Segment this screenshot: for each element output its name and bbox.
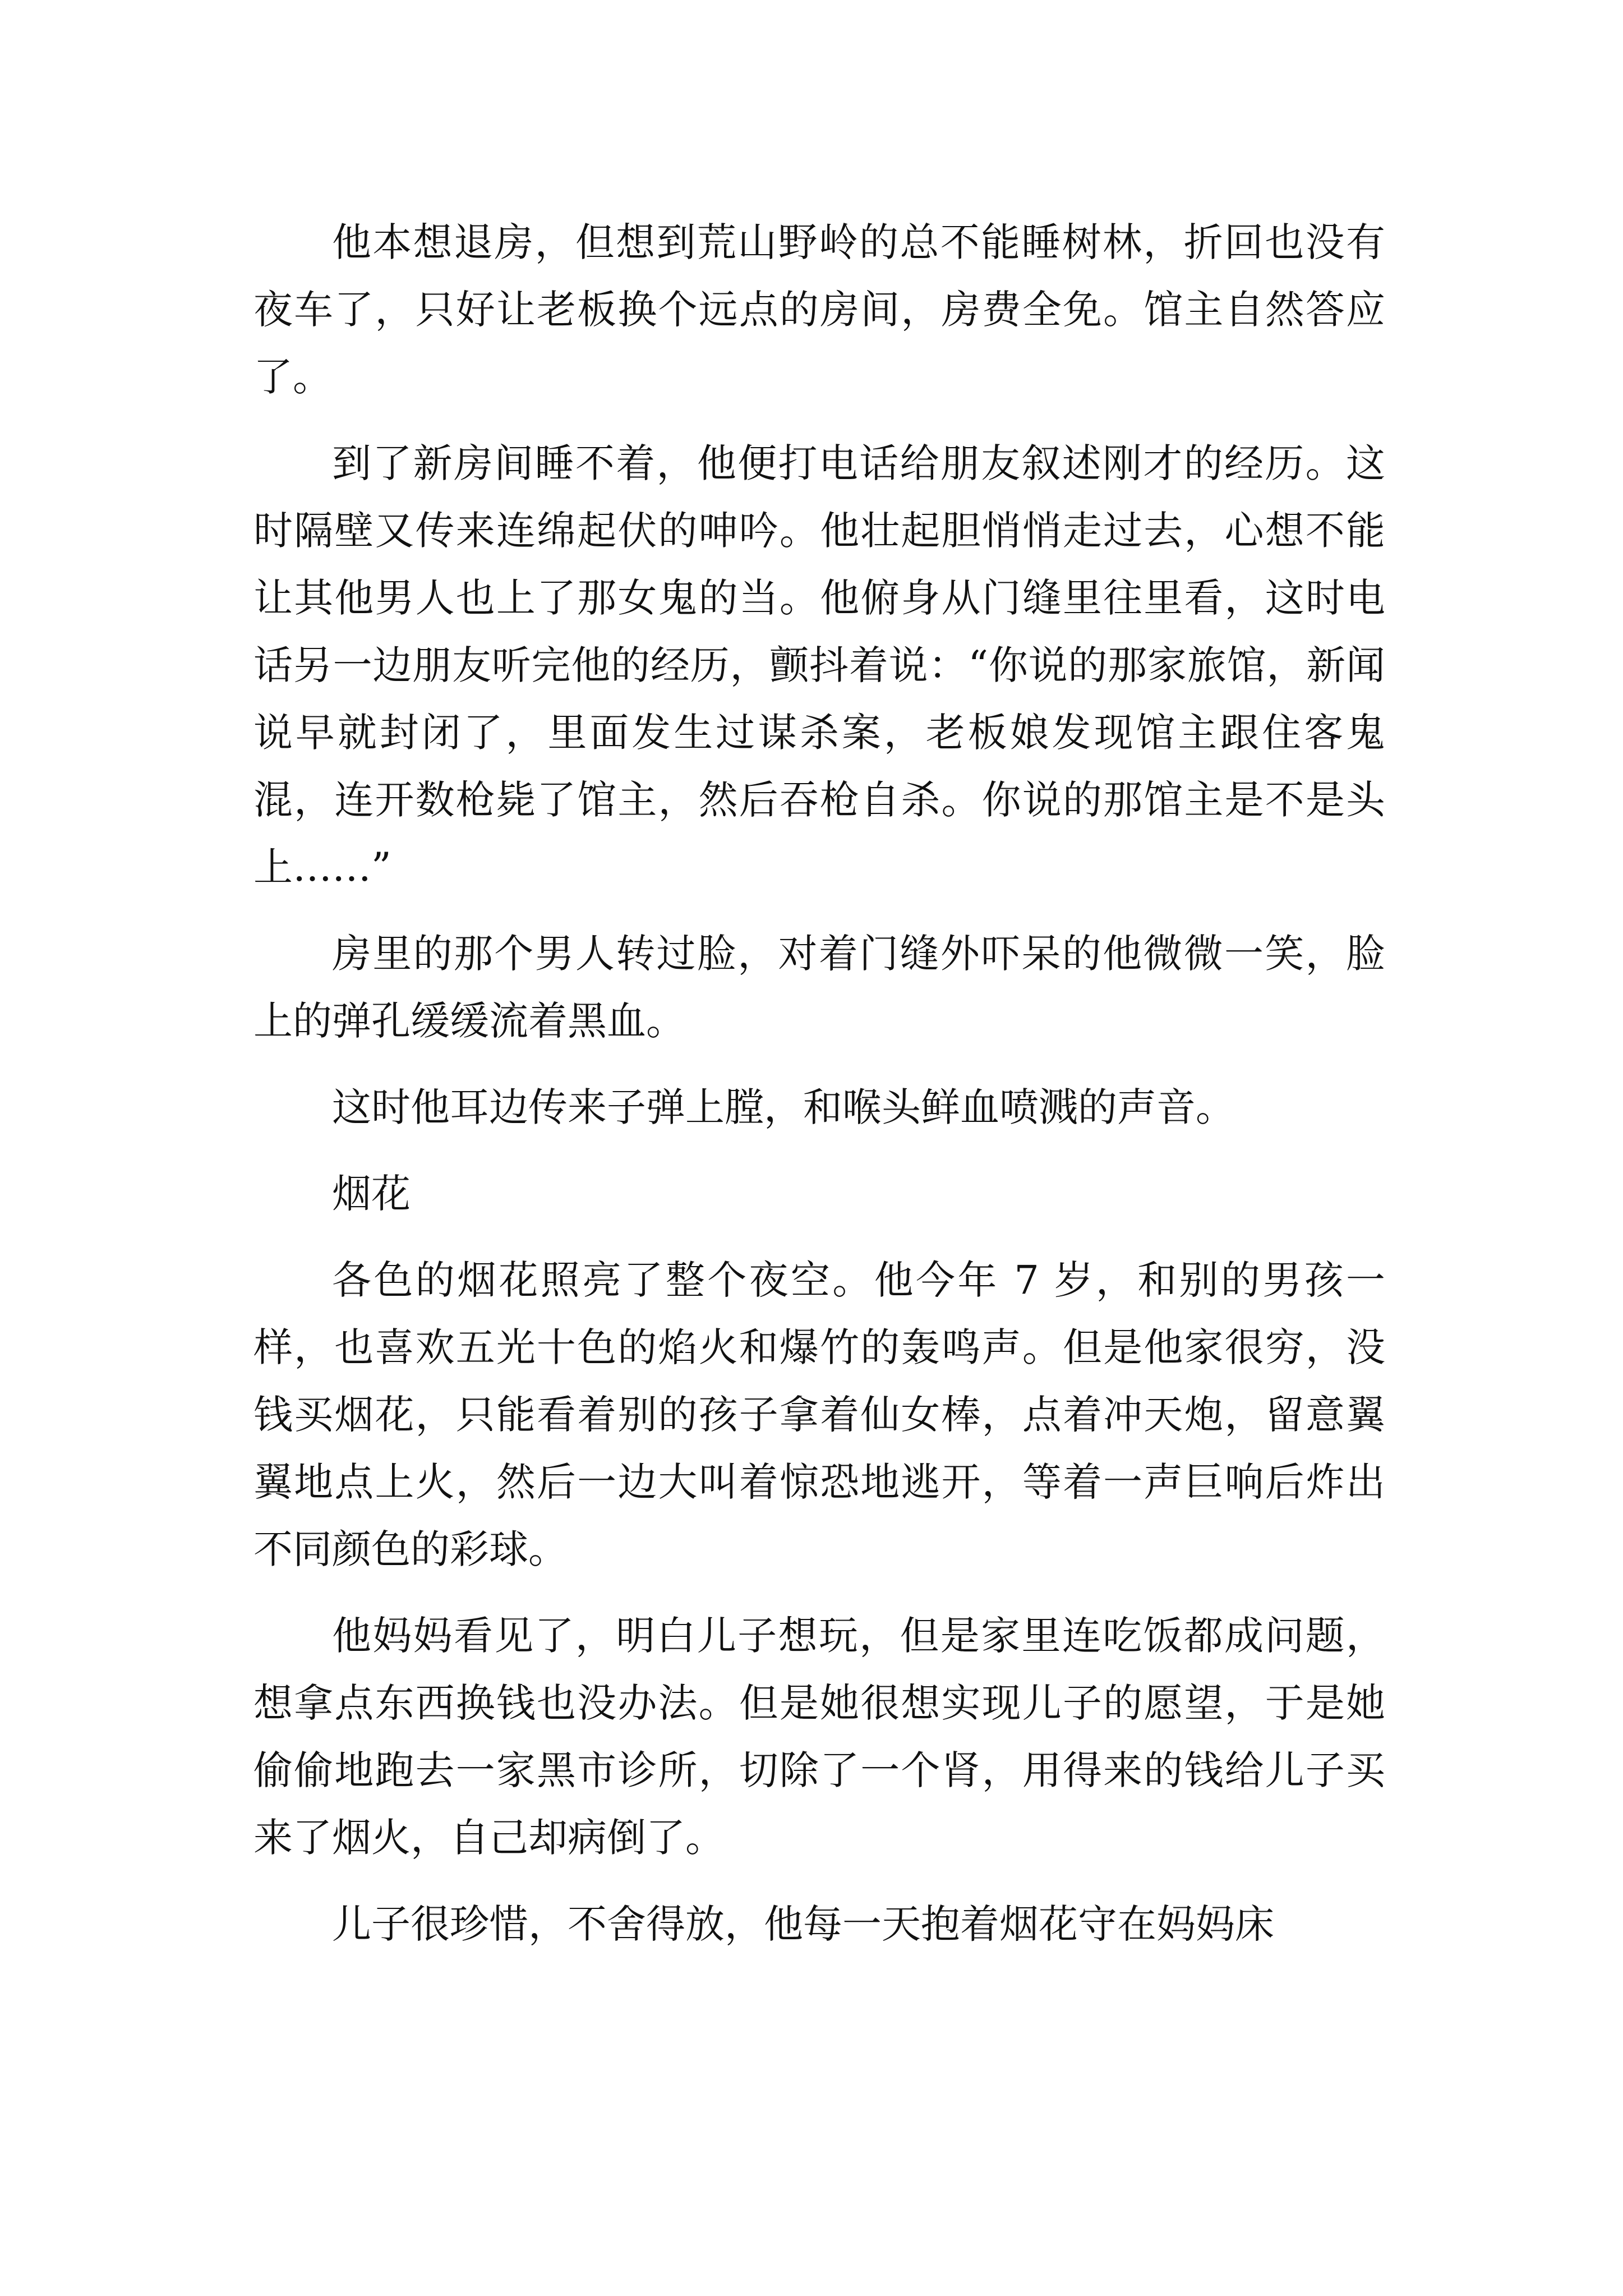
paragraph-1: 他本想退房，但想到荒山野岭的总不能睡树林，折回也没有夜车了，只好让老板换个远点的房间，房费全免。馆主自然答应了。 <box>253 219 1385 400</box>
paragraph-2: 到了新房间睡不着，他便打电话给朋友叙述刚才的经历。这时隔壁又传来连绵起伏的呻吟。他壮起胆悄悄走过去，心想不能让其他男人也上了那女鬼的当。他俯身从门缝里往里看，这时电话另一边朋友听完他的经历，颤抖着说：“你说的那家旅馆，新闻说早就封闭了，里面发生过谋杀案，老板娘发现馆主跟住客鬼混，连开数枪毙了馆主，然后吞枪自杀。你说的那馆主是不是头上……” <box>253 440 1385 890</box>
section-paragraph-2: 他妈妈看见了，明白儿子想玩，但是家里连吃饭都成问题，想拿点东西换钱也没办法。但是她很想实现儿子的愿望，于是她偷偷地跑去一家黑市诊所，切除了一个肾，用得来的钱给儿子买来了烟火，自己却病倒了。 <box>253 1613 1385 1861</box>
paragraph-3: 房里的那个男人转过脸，对着门缝外吓呆的他微微一笑，脸上的弹孔缓缓流着黑血。 <box>253 931 1385 1044</box>
document-body <box>253 209 1385 1958</box>
section-paragraph-1: 各色的烟花照亮了整个夜空。他今年 7 岁，和别的男孩一样，也喜欢五光十色的焰火和爆竹的轰鸣声。但是他家很穷，没钱买烟花，只能看着别的孩子拿着仙女棒，点着冲天炮，留意翼翼地点上火，然后一边大叫着惊恐地逃开，等着一声巨响后炸出不同颜色的彩球。 <box>253 1257 1385 1572</box>
section-title: 烟花 <box>332 1171 411 1217</box>
section-paragraph-3: 儿子很珍惜，不舍得放，他每一天抱着烟花守在妈妈床 <box>332 1901 1274 1947</box>
paragraph-4: 这时他耳边传来子弹上膛，和喉头鲜血喷溅的声音。 <box>332 1084 1235 1130</box>
